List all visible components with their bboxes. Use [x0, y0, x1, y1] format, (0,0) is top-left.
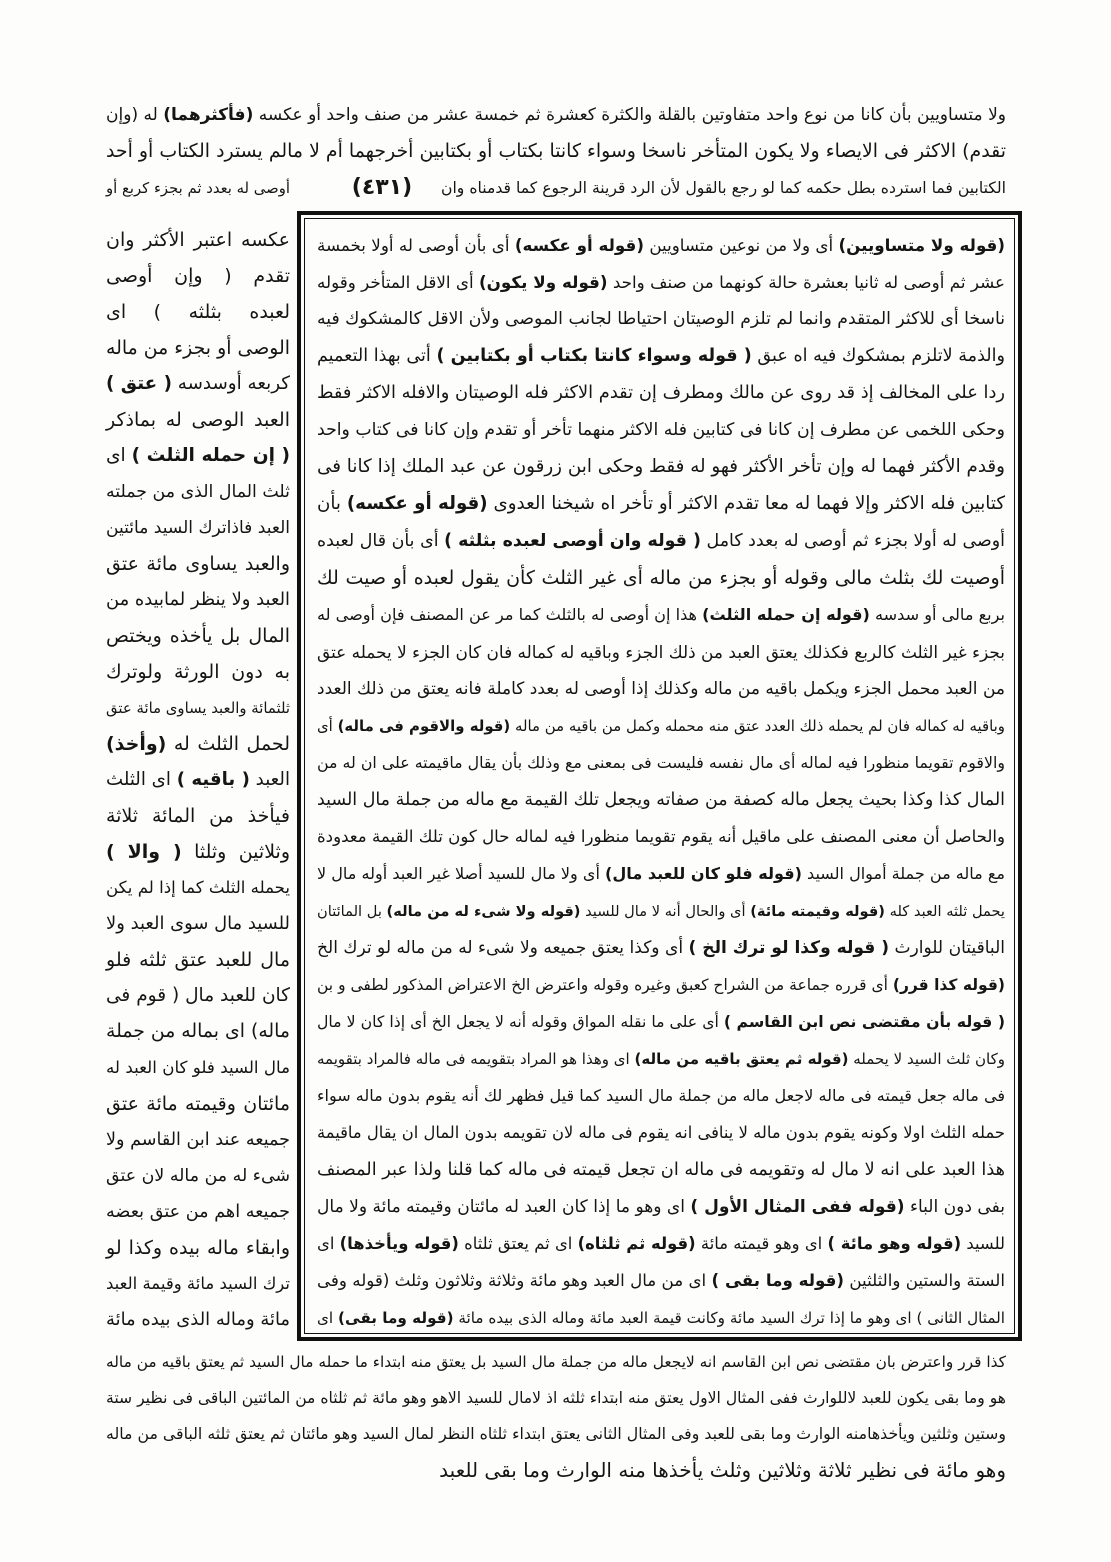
commentary-text-line — [316, 1004, 1005, 1040]
margin-text-line — [105, 834, 290, 870]
line-text: شىء له من ماله لان عتق — [106, 1166, 290, 1186]
bottom-text-block — [105, 1344, 1006, 1488]
header-text-line — [105, 97, 1006, 133]
line-text: ( قوله بأن مقتضى نص ابن القاسم ) أى على ما نقله المواق وقوله أنه لا يجعل الخ أى إذا كان لا مال — [316, 1012, 1005, 1031]
line-text: كتابين فله الاكثر وإلا فهما له معا تقدم الاكثر أو تأخر اه شيخنا العدوى (قوله أو عكسه) بأن — [317, 493, 1005, 514]
line-text: وهو مائة فى نظير ثلاثة وثلاثين وثلث يأخذها منه الوارث وما بقى للعبد — [439, 1458, 1006, 1482]
margin-text-line — [105, 582, 290, 618]
commentary-text-line — [316, 967, 1005, 1003]
line-text: العبد ( باقيه ) اى الثلث — [106, 769, 290, 790]
margin-text-line — [105, 870, 290, 906]
line-text: مع ماله من جملة أموال السيد (قوله فلو كان للعبد مال) أى ولا مال للسيد أصلا غير العبد أوله مال لا — [317, 864, 1005, 883]
line-text: العبد ولا ينظر لمابيده من — [106, 589, 290, 610]
margin-text-line — [105, 906, 290, 942]
commentary-text-line — [316, 856, 1005, 892]
line-text: ماله) اى بماله من جملة — [106, 1021, 290, 1042]
commentary-text-line — [316, 1041, 1005, 1077]
bottom-text-line — [105, 1380, 1006, 1416]
margin-text-line — [105, 762, 290, 798]
line-text: أوصى له أولا بجزء ثم أوصى له بعدد كامل ( قوله وان أوصى لعبده بثلثه ) أى بأن قال لعبده — [317, 531, 1005, 551]
line-text: أوصى له بعدد ثم بجزء كربع أو — [106, 180, 290, 197]
commentary-text-line — [316, 1078, 1005, 1114]
line-text: وثلاثين وثلثا ( والا ) — [106, 841, 290, 863]
line-text: من العبد محمل الجزء ويكمل باقيه من ماله وكذلك إذا أوصى له بعدد كاملة فانه يعتق من ذلك العدد — [317, 679, 1005, 699]
margin-text-line — [105, 1122, 290, 1158]
commentary-text-line — [316, 1263, 1005, 1299]
line-text: الكتابين فما استرده بطل حكمه كما لو رجع بالقول لأن الرد قرينة الرجوع كما قدمناه وان — [441, 179, 1006, 197]
line-text: وباقيه له كماله فان لم يحمله ذلك العدد عتق منه محمله وكمل من باقيه من ماله (قوله والاقوم فى ماله) أى — [317, 717, 1005, 735]
margin-text-line — [105, 258, 290, 294]
line-text: ثلث المال الذى من جملته — [106, 482, 290, 502]
line-text: جميعه عند ابن القاسم ولا — [106, 1130, 290, 1150]
margin-text-line — [105, 474, 290, 510]
commentary-text-line — [316, 1226, 1005, 1262]
line-text: لحمل الثلث له (وأخذ) — [106, 733, 290, 755]
commentary-box-text — [316, 227, 1005, 1336]
margin-text-line — [105, 1158, 290, 1194]
line-text: وحكى اللخمى عن مطرف إن كانا فى كتابين فله الاكثر منهما تأخر أو تقدم وإن كانا فى كتاب واحد — [317, 420, 1005, 440]
line-text: (قوله ولا متساويين) أى ولا من نوعين متساويين (قوله أو عكسه) أى بأن أوصى له أولا بخمسة — [317, 235, 1005, 255]
commentary-text-line — [316, 819, 1005, 855]
line-text: بجزء غير الثلث كالربع فكذلك يعتق العبد من ذلك الجزء وباقيه له كماله فان كان الجزء لا يحمله عتق — [317, 642, 1005, 662]
line-text: وستين وثلثين ويأخذهامنه الوارث وما بقى للعبد وفى المثال الثانى يعتق ابتداء ثلثاه النظر لمال السيد وهو مائتان ثم يعتق ثلثه الباقى من ماله — [106, 1424, 1006, 1443]
line-text: هذا العبد على انه لا مال له وتقويمه فى ماله ان تجعل قيمته فى ماله كما قلنا ولذا عبر المصنف — [317, 1160, 1005, 1180]
line-text: كان للعبد مال ( قوم فى — [106, 985, 290, 1006]
margin-text-line — [105, 942, 290, 978]
commentary-text-line — [316, 745, 1005, 781]
margin-text-line — [105, 510, 290, 546]
line-text: مال السيد فلو كان العبد له — [106, 1058, 290, 1077]
line-text: جميعه اهم من عتق بعضه — [106, 1202, 290, 1222]
line-text: يحمل ثلثه العبد كله (قوله وقيمته مائة) أى والحال أنه لا مال للسيد (قوله ولا شىء له من ماله) بل المائتان — [317, 903, 1005, 920]
margin-column — [105, 222, 290, 1338]
page-number: (٤٣١) — [351, 175, 413, 200]
commentary-text-line — [316, 412, 1005, 448]
line-text: وابقاء ماله بيده وكذا لو — [106, 1237, 290, 1259]
line-text: به دون الورثة ولوترك — [106, 661, 290, 683]
line-text: ردا على المخالف إذ قد روى عن مالك ومطرف إن تقدم الاكثر فله الوصيتان والافله الاكثر فقط — [317, 382, 1005, 403]
commentary-text-line — [316, 560, 1005, 596]
margin-text-line — [105, 618, 290, 654]
line-text: لعبده بثلثه ) اى — [106, 301, 290, 323]
margin-text-line — [105, 1014, 290, 1050]
margin-text-line — [105, 402, 290, 438]
line-text: ( إن حمله الثلث ) اى — [105, 445, 290, 466]
commentary-text-line — [316, 1152, 1005, 1188]
commentary-text-line — [316, 634, 1005, 670]
margin-text-line — [105, 1302, 290, 1338]
line-text: بفى دون الباء (قوله ففى المثال الأول ) اى وهو ما إذا كان العبد له مائتان وقيمته مائة ولا مال — [317, 1197, 1005, 1217]
commentary-text-line — [316, 1189, 1005, 1225]
margin-text-line — [105, 1194, 290, 1230]
margin-text-line — [105, 690, 290, 726]
line-text: ولا متساويين بأن كانا من نوع واحد متفاوتين بالقلة والكثرة كعشرة ثم خمسة عشر من صنف واحد أو عكسه (فأكثرهما) له (وإن — [106, 105, 1006, 125]
line-text: والاقوم تقويما منظورا فيه لماله أى مال نفسه فليست فى بمعنى مع وذلك بأن يقال ماقيمته على ان له من — [317, 753, 1005, 772]
bottom-text-line — [105, 1416, 1006, 1452]
line-text: تقدم) الاكثر فى الايصاء ولا يكون المتأخر ناسخا وسواء كانتا بكتاب أو بكتابين أخرجهما أم لا مالم يسترد الكتاب أو أحد — [106, 140, 1006, 162]
line-text: للسيد (قوله وهو مائة ) اى وهو قيمته مائة (قوله ثم ثلثاه) اى ثم يعتق ثلثاه (قوله ويأخذها) اى — [316, 1234, 1005, 1253]
margin-text-line — [105, 1050, 290, 1086]
line-text: فى ماله جعل قيمته فى ماله لاجعل ماله من جملة مال السيد كما قيل فظهر لك أنه يقوم بدون ماله سواء — [317, 1086, 1005, 1105]
commentary-text-line — [316, 1115, 1005, 1151]
margin-text-line — [105, 1266, 290, 1302]
commentary-text-line — [316, 708, 1005, 744]
margin-text-line — [105, 546, 290, 582]
margin-text-line — [105, 330, 290, 366]
line-text: بربع مالى أو سدسه (قوله إن حمله الثلث) هذا إن أوصى له بالثلث كما مر عن المصنف فإن أوصى له — [317, 605, 1005, 624]
commentary-text-line — [316, 671, 1005, 707]
line-text: أوصيت لك بثلث مالى وقوله أو بجزء من ماله أى غير الثلث كأن يقول لعبده أو صيت لك — [317, 567, 1005, 589]
line-text: مائة وماله الذى بيده مائة — [106, 1309, 290, 1330]
line-text: والحاصل أن معنى المصنف على ماقيل أنه يقوم تقويما منظورا فيه لماله حال كون تلك القيمة معدودة — [317, 827, 1005, 846]
margin-text-line — [105, 1086, 290, 1122]
line-text: والذمة لاتلزم بمشكوك فيه اه عبق ( قوله وسواء كانتا بكتاب أو بكتابين ) أتى بهذا التعميم — [317, 346, 1005, 366]
line-text: العبد الوصى له بماذكر — [106, 409, 290, 431]
margin-text-line — [105, 1230, 290, 1266]
commentary-text-line — [316, 227, 1005, 263]
commentary-text-line — [316, 301, 1005, 337]
commentary-text-line — [316, 930, 1005, 966]
header-text-line — [440, 170, 1006, 206]
commentary-text-line — [316, 449, 1005, 485]
margin-text-line — [105, 438, 290, 474]
line-text: العبد فاذاترك السيد مائتين — [106, 518, 290, 538]
line-text: مائتان وقيمته مائة عتق — [106, 1093, 290, 1115]
commentary-text-line — [316, 264, 1005, 300]
margin-text-line — [105, 366, 290, 402]
margin-text-line — [105, 170, 290, 206]
line-text: فيأخذ من المائة ثلاثة — [106, 805, 290, 827]
commentary-text-line — [316, 893, 1005, 929]
margin-text-line — [105, 222, 290, 258]
line-text: مال للعبد عتق ثلثه فلو — [106, 949, 290, 971]
margin-text-line — [105, 798, 290, 834]
margin-text-line — [105, 978, 290, 1014]
line-text: هو وما بقى يكون للعبد لاللوارث ففى المثال الاول يعتق منه ابتداء ثلثه اذ لامال للسيد الاهو وهو مائة ثم ثلثاه من المائتين الباقى فى نظير ستة — [106, 1389, 1006, 1407]
commentary-text-line — [316, 1300, 1005, 1336]
line-text: عشر ثم أوصى له ثانيا بعشرة حالة كونهما من صنف واحد (قوله ولا يكون) أى الاقل المتأخر وقوله — [317, 272, 1005, 292]
commentary-text-line — [316, 597, 1005, 633]
header-text-line — [105, 133, 1006, 169]
line-text: الوصى أو بجزء من ماله — [106, 337, 290, 359]
line-text: الباقيتان للوارث ( قوله وكذا لو ترك الخ ) أى وكذا يعتق جميعه ولا شىء له من ماله لو ترك الخ — [317, 938, 1005, 958]
bottom-text-line — [105, 1344, 1006, 1380]
line-text: ثلثمائة والعبد يساوى مائة عتق — [106, 699, 290, 717]
line-text: ناسخا أى للاكثر المتقدم وانما لم تلزم الوصيتان احتياطا لجانب الموصى ولأن الاقل كالمشكوك فيه — [317, 309, 1005, 329]
line-text: يحمله الثلث كما إذا لم يكن — [106, 878, 290, 897]
line-text: تقدم ( وإن أوصى — [106, 265, 290, 287]
line-text: (قوله كذا قرر) أى قرره جماعة من الشراح كعبق وغيره وقوله واعترض الخ الاعتراض المذكور لطفى و بن — [317, 976, 1005, 994]
commentary-text-line — [316, 338, 1005, 374]
margin-text-line — [105, 654, 290, 690]
commentary-text-line — [316, 523, 1005, 559]
line-text: عكسه اعتبر الأكثر وان — [106, 229, 290, 251]
commentary-text-line — [316, 375, 1005, 411]
line-text: وكان ثلث السيد لا يحمله (قوله ثم يعتق باقيه من ماله) اى وهذا هو المراد بتقويمه فى ماله فالمراد بتقويمه — [317, 1050, 1005, 1068]
line-text: وقدم الأكثر فهما له وإن تأخر الأكثر فهو له فقط وحكى ابن زرقون عن عبد الملك إذا كانا فى — [317, 456, 1005, 477]
line-text: للسيد مال سوى العبد ولا — [106, 913, 290, 934]
line-text: ترك السيد مائة وقيمة العبد — [106, 1274, 290, 1293]
line-text: كذا قرر واعترض بان مقتضى نص ابن القاسم انه لايجعل ماله من جملة مال السيد بل يعتق منه ابتداء ما حمله مال السيد ثم يعتق باقيه من ماله — [106, 1353, 1006, 1371]
line-text: والعبد يساوى مائة عتق — [106, 553, 290, 575]
margin-text-line — [105, 726, 290, 762]
line-text: حمله الثلث اولا وكونه يقوم بدون ماله لا ينافى انه يقوم فى ماله لان تقويمه بدون المال ان يقال ماقيمة — [317, 1123, 1005, 1142]
commentary-text-line — [316, 486, 1005, 522]
bottom-text-line — [105, 1452, 1006, 1488]
line-text: المثال الثانى ) اى وهو ما إذا ترك السيد مائة وكانت قيمة العبد مائة وماله الذى بيده مائة (قوله وما بقى) اى — [317, 1309, 1005, 1327]
line-text: المال بل يأخذه ويختص — [106, 625, 290, 647]
line-text: المال كذا وكذا بحيث يجعل ماله كصفة من صفاته ويجعل تلك القيمة مع ماله من جملة مال السيد — [317, 790, 1005, 810]
line-text: الستة والستين والثلثين (قوله وما بقى ) اى من مال العبد وهو مائة وثلاثة وثلاثون وثلث (قوله وفى — [317, 1271, 1005, 1290]
commentary-text-line — [316, 782, 1005, 818]
margin-text-line — [105, 294, 290, 330]
line-text: كربعه أوسدسه ( عتق ) — [106, 373, 290, 394]
